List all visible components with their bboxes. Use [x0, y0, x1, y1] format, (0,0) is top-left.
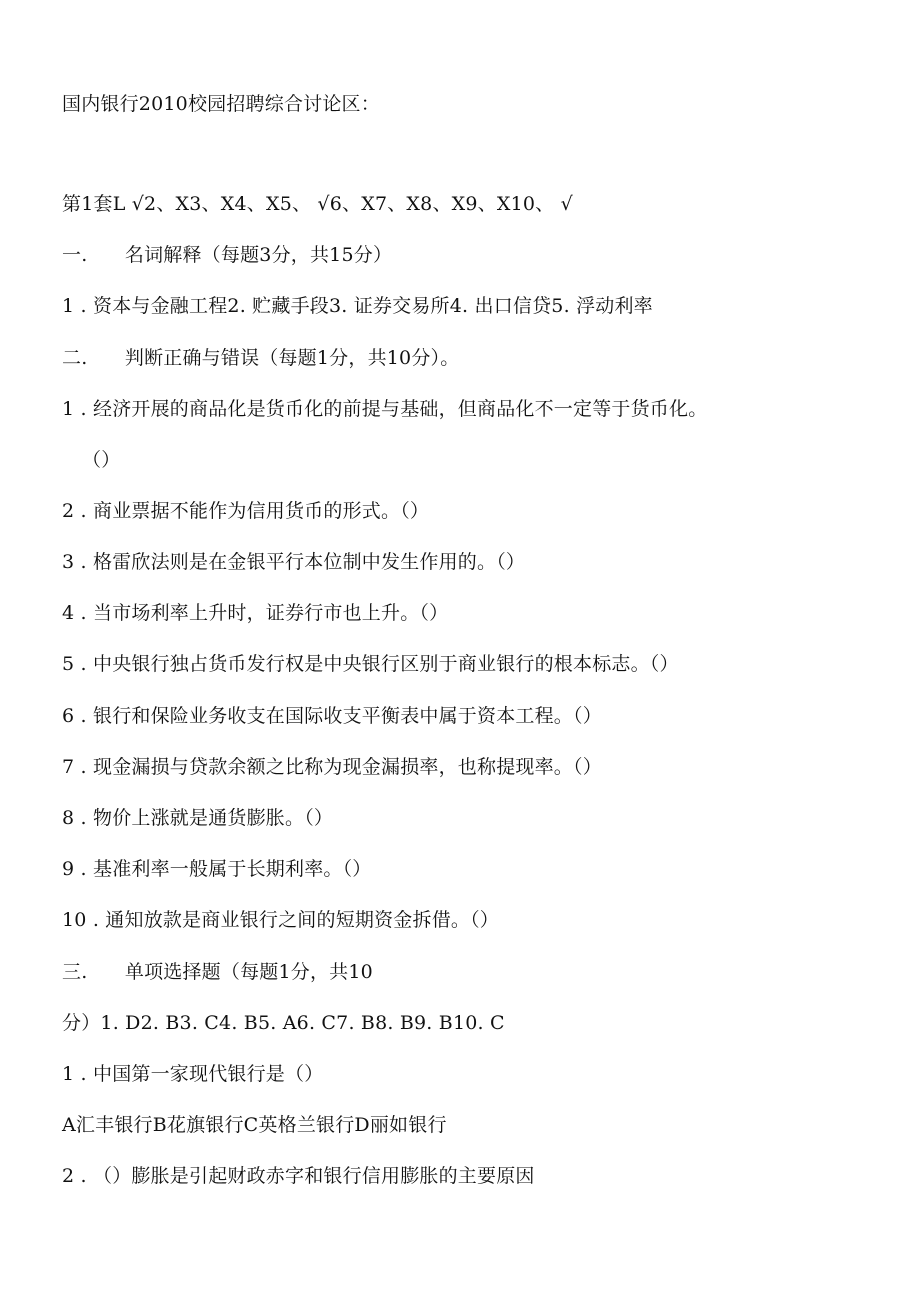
tf-question-9: 9 . 基准利率一般属于长期利率。（）	[62, 858, 372, 880]
tf-question-2: 2 . 商业票据不能作为信用货币的形式。（）	[62, 500, 430, 522]
tf-question-3: 3 . 格雷欣法则是在金银平行本位制中发生作用的。（）	[62, 551, 526, 573]
section-1-terms: 1 . 资本与金融工程2. 贮藏手段3. 证券交易所4. 出口信贷5. 浮动利率	[62, 295, 653, 317]
mc-question-1: 1 . 中国第一家现代银行是（）	[62, 1063, 324, 1085]
section-3-title-continued: 分）1. D2. B3. C4. B5. A6. C7. B8. B9. B10. C	[62, 1012, 505, 1034]
tf-question-1-line-1: 1 . 经济开展的商品化是货币化的前提与基础，但商品化不一定等于货币化。	[62, 398, 708, 420]
section-3-title: 三. 单项选择题（每题1分，共10	[62, 961, 373, 983]
tf-question-6: 6 . 银行和保险业务收支在国际收支平衡表中属于资本工程。（）	[62, 705, 602, 727]
tf-question-8: 8 . 物价上涨就是通货膨胀。（）	[62, 807, 334, 829]
mc-question-1-options: A汇丰银行B花旗银行C英格兰银行D丽如银行	[62, 1114, 447, 1136]
tf-question-10: 10 . 通知放款是商业银行之间的短期资金拆借。（）	[62, 909, 499, 931]
section-2-title: 二. 判断正确与错误（每题1分，共10分）。	[62, 347, 460, 369]
tf-question-7: 7 . 现金漏损与贷款余额之比称为现金漏损率，也称提现率。（）	[62, 756, 602, 778]
document-heading: 国内银行2010校园招聘综合讨论区：	[62, 93, 380, 115]
mc-question-2: 2 . （）膨胀是引起财政赤字和银行信用膨胀的主要原因	[62, 1165, 535, 1187]
section-1-title: 一. 名词解释（每题3分，共15分）	[62, 244, 393, 266]
tf-question-1-line-2: （）	[82, 449, 121, 471]
tf-question-5: 5 . 中央银行独占货币发行权是中央银行区别于商业银行的根本标志。（）	[62, 653, 679, 675]
tf-question-4: 4 . 当市场利率上升时，证券行市也上升。（）	[62, 602, 449, 624]
answer-key-line: 第1套L √2、X3、X4、X5、 √6、X7、X8、X9、X10、 √	[62, 193, 573, 215]
